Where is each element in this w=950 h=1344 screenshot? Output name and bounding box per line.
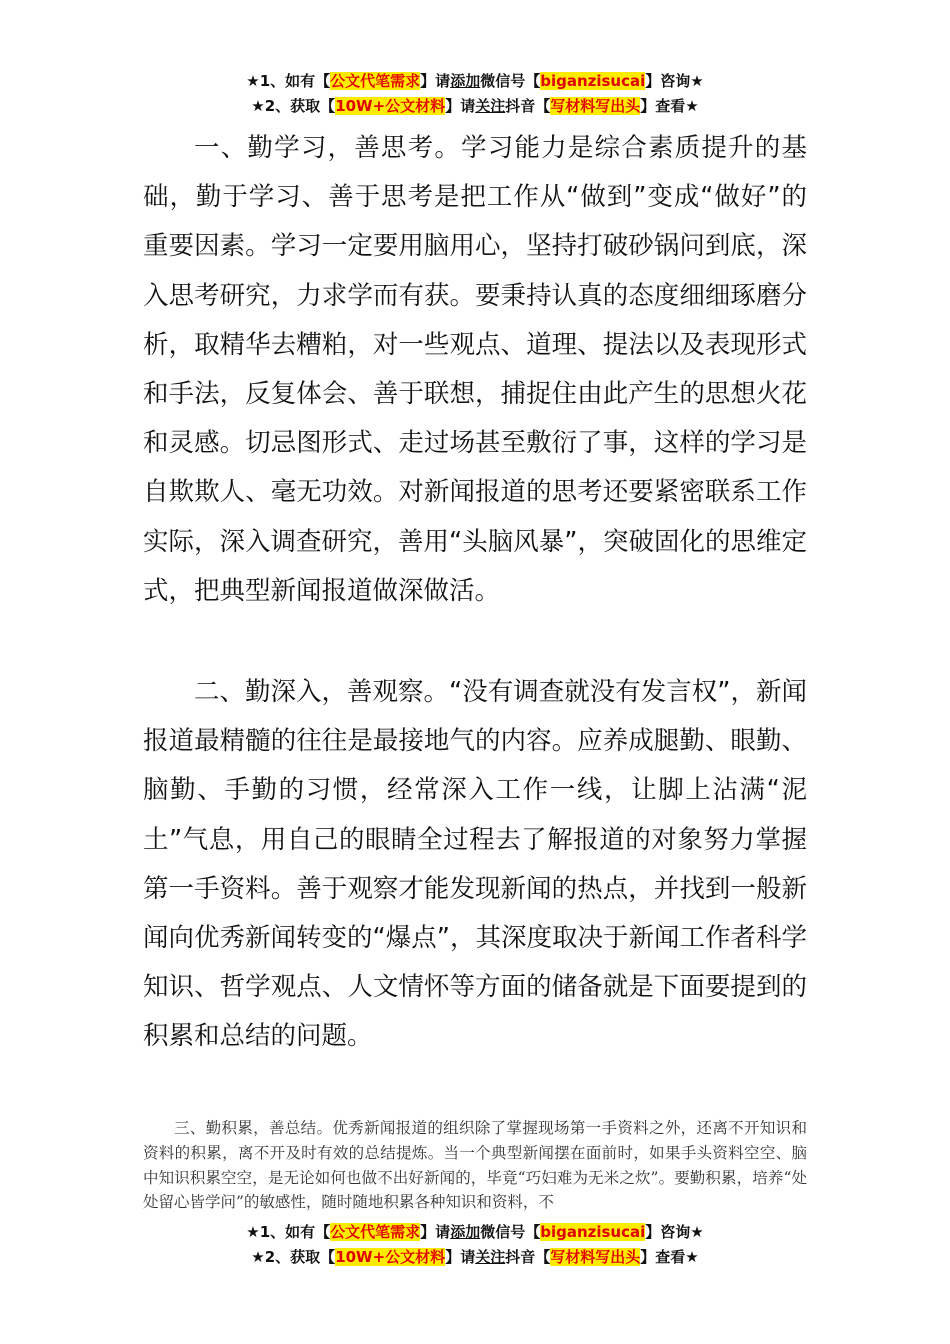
banner-text: 】请 — [420, 72, 451, 90]
banner-highlight-service: 公文代笔需求 — [330, 1223, 421, 1241]
paragraph-accumulate: 三、勤积累，善总结。优秀新闻报道的组织除了掌握现场第一手资料之外，还离不开知识和资料的积累，离不开及时有效的总结提炼。当一个典型新闻摆在面前时，如果手头资料空空、脑中知识积累空空，是无论如何也做不出好新闻的，毕竟“巧妇难为无米之炊”。要勤积累，培养“处处留心皆学问”的敏感性，随时随地积累各种知识和资料，不 — [143, 1119, 807, 1212]
banner-highlight-materials: 10W+公文材料 — [335, 1248, 446, 1266]
banner-text: 】请 — [420, 1223, 451, 1241]
banner-text: 微信号【 — [480, 72, 541, 90]
banner-prefix: ★1、如有【 — [246, 72, 331, 90]
footer-banner-line-1 — [0, 1221, 950, 1243]
banner-highlight-wechat-id: biganzisucai — [540, 72, 646, 90]
banner-highlight-douyin: 写材料写出头 — [550, 97, 641, 115]
banner-highlight-service: 公文代笔需求 — [330, 72, 421, 90]
paragraph-observe: 二、勤深入，善观察。“没有调查就没有发言权”，新闻报道最精髓的往往是最接地气的内容。应养成腿勤、眼勤、脑勤、手勤的习惯，经常深入工作一线，让脚上沾满“泥土”气息，用自己的眼睛全过程去了解报道的对象努力掌握第一手资料。善于观察才能发现新闻的热点，并找到一般新闻向优秀新闻转变的“爆点”，其深度取决于新闻工作者科学知识、哲学观点、人文情怀等方面的储备就是下面要提到的积累和总结的问题。 — [143, 677, 807, 1052]
header-banner-line-2 — [0, 95, 950, 117]
banner-underline: 关注 — [475, 1248, 506, 1266]
paragraph-study-think: 一、勤学习，善思考。学习能力是综合素质提升的基础，勤于学习、善于思考是把工作从“做到”变成“做好”的重要因素。学习一定要用脑用心，坚持打破砂锅问到底，深入思考研究，力求学而有获。要秉持认真的态度细细琢磨分析，取精华去糟粕，对一些观点、道理、提法以及表现形式和手法，反复体会、善于联想，捕捉住由此产生的思想火花和灵感。切忌图形式、走过场甚至敷衍了事，这样的学习是自欺欺人、毫无功效。对新闻报道的思考还要紧密联系工作实际，深入调查研究，善用“头脑风暴”，突破固化的思维定式，把典型新闻报道做深做活。 — [143, 133, 807, 606]
banner-underline: 添加 — [450, 1223, 481, 1241]
banner-suffix: 】查看★ — [640, 1248, 699, 1266]
banner-text: 】请 — [445, 97, 476, 115]
banner-text: 抖音【 — [505, 97, 551, 115]
banner-text: 微信号【 — [480, 1223, 541, 1241]
banner-highlight-wechat-id: biganzisucai — [540, 1223, 646, 1241]
header-banner-line-1 — [0, 70, 950, 92]
banner-suffix: 】查看★ — [640, 97, 699, 115]
banner-highlight-materials: 10W+公文材料 — [335, 97, 446, 115]
banner-suffix: 】咨询★ — [645, 72, 704, 90]
banner-prefix: ★2、获取【 — [251, 97, 336, 115]
banner-suffix: 】咨询★ — [645, 1223, 704, 1241]
banner-text: 】请 — [445, 1248, 476, 1266]
banner-prefix: ★2、获取【 — [251, 1248, 336, 1266]
banner-highlight-douyin: 写材料写出头 — [550, 1248, 641, 1266]
banner-text: 抖音【 — [505, 1248, 551, 1266]
banner-underline: 添加 — [450, 72, 481, 90]
banner-prefix: ★1、如有【 — [246, 1223, 331, 1241]
footer-banner-line-2 — [0, 1246, 950, 1268]
banner-underline: 关注 — [475, 97, 506, 115]
